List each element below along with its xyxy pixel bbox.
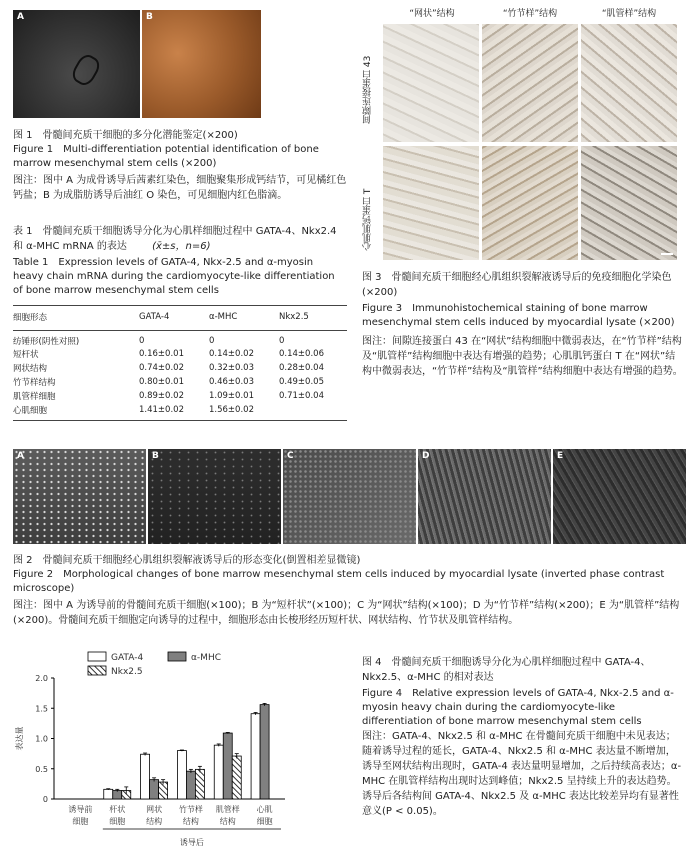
table-cell: 短杆状 (13, 350, 39, 361)
table-row (13, 348, 347, 362)
x-tick-label: 心肌 (256, 805, 273, 814)
table-cell: 竹节样结构 (13, 378, 56, 389)
x-tick-label: 细胞 (109, 817, 126, 826)
table-cell: 0.71±0.04 (279, 390, 324, 401)
fig3-caption-en: Figure 3 Immunohistochemical staining of bone marrow mesenchymal stem cells induced by myocardial lysate (×200) (362, 303, 675, 328)
fig2-caption-zh: 图 2 骨髓间充质干细胞经心肌组织裂解液诱导后的形态变化(倒置相差显微镜) (13, 555, 361, 566)
x-tick-label: 结构 (182, 817, 199, 826)
bar (195, 769, 204, 799)
fig4-note: 图注：GATA-4、Nkx2.5 和 α-MHC 在骨髓间充质干细胞中未见表达；随着诱导过程的延长，GATA-4、Nkx2.5 和 α-MHC 表达量不断增加，诱导至网状结构出现时，GATA-4 表达量明显增加，之后持续高表达；α-MHC 在肌管样结构出现时达到峰值；Nkx2.5 呈持续上升的表达趋势。诱导后各结构间 GATA-4、Nkx2.5 及 α-MHC 表达比较差异均有显著性意义(P < 0.05)。 (362, 731, 682, 817)
table-cell: 0 (139, 335, 145, 346)
table1 (13, 305, 347, 421)
table-cell: 0.28±0.04 (279, 363, 324, 374)
table1-title-en: Table 1 Expression levels of GATA-4, Nkx-2.5 and α-myosin heavy chain mRNA during the cardiomyocyte-like differentiation of bone marrow mesenchymal stem cells (13, 257, 335, 296)
fig2-caption-en: Figure 2 Morphological changes of bone marrow mesenchymal stem cells induced by myocardial lysate (inverted phase contrast microscope) (13, 569, 665, 594)
legend-swatch (168, 652, 186, 661)
fig2-panel-d (418, 449, 551, 544)
table-cell: 肌管样细胞 (13, 391, 56, 402)
x-tick-label: 网状 (146, 805, 163, 814)
y-tick-label: 2.0 (35, 674, 48, 683)
table1-grid (13, 310, 347, 324)
table-header-cell: 细胞形态 (13, 312, 48, 323)
bar (159, 782, 168, 799)
table-cell: 网状结构 (13, 364, 48, 375)
bar (223, 733, 232, 799)
fig3-panel (581, 24, 677, 142)
fig1-panel-a (13, 10, 140, 118)
table1-title-zh-text: 表 1 骨髓间充质干细胞诱导分化为心肌样细胞过程中 GATA-4、Nkx2.4 和 α-MHC mRNA 的表达 (13, 226, 337, 252)
fig3-col-label: “肌管样”结构 (601, 9, 657, 19)
bar (113, 791, 122, 799)
x-tick-label: 结构 (146, 817, 163, 826)
fig1-panel-a-label: A (17, 12, 24, 22)
fig1-panel-b-label: B (146, 12, 153, 22)
table-cell: 0.80±0.01 (139, 377, 184, 388)
table-cell: 0 (209, 335, 215, 346)
table-cell: 0.74±0.02 (139, 363, 184, 374)
bar (260, 705, 269, 799)
legend-label: GATA-4 (111, 653, 144, 663)
bar (177, 751, 186, 799)
fig4-caption-en: Figure 4 Relative expression levels of GATA-4, Nkx-2.5 and α-myosin heavy chain during the cardiomyocyte-like differentiation of bone marrow mesenchymal stem cells (362, 688, 674, 727)
table-cell: 1.09±0.01 (209, 390, 254, 401)
fig1-caption-zh: 图 1 骨髓间充质干细胞的多分化潜能鉴定(×200) (13, 130, 238, 141)
table-cell: 0.14±0.06 (279, 349, 324, 360)
table1-stat: (x̄±s，n=6) (152, 241, 211, 252)
x-tick-label: 杆状 (109, 805, 126, 814)
table-row (13, 361, 347, 375)
legend-label: α-MHC (191, 653, 221, 663)
table-cell: 0.16±0.01 (139, 349, 184, 360)
x-tick-label: 竹节样 (178, 805, 203, 814)
table-cell: 0.46±0.03 (209, 377, 254, 388)
table-cell: 心肌细胞 (13, 405, 48, 416)
fig3-panel (383, 146, 479, 260)
fig2-note: 图注：图中 A 为诱导前的骨髓间充质干细胞(×100)；B 为“短杆状”(×100)；C 为“网状”结构(×100)；D 为“竹节样”结构(×200)；E 为“肌管样”结构(×200)。骨髓间充质干细胞定向诱导的过程中，细胞形态由长梭形经历短杆状、网状结构、竹节状及肌管样结构。 (13, 600, 680, 626)
fig4-caption-zh: 图 4 骨髓间充质干细胞诱导分化为心肌样细胞过程中 GATA-4、Nkx2.5、α-MHC 的相对表达 (362, 657, 651, 683)
table-cell: 0 (279, 335, 285, 346)
fig3-panel (581, 146, 677, 260)
y-tick-label: 1.5 (35, 704, 48, 714)
bar (104, 789, 113, 799)
table-cell (279, 403, 347, 417)
table-header-row (13, 310, 347, 324)
fig2-panel-label: D (422, 451, 430, 461)
bar (251, 714, 260, 799)
table-cell: 0.89±0.02 (139, 390, 184, 401)
fig3-caption-zh: 图 3 骨髓间充质干细胞经心肌组织裂解液诱导后的免疫细胞化学染色(×200) (362, 272, 672, 298)
table1-title-zh (13, 224, 348, 254)
legend-swatch (88, 666, 106, 675)
x-tick-label: 细胞 (72, 817, 89, 826)
bar (232, 756, 241, 799)
table-row (13, 375, 347, 389)
fig3-col-label: “竹节样”结构 (502, 9, 558, 19)
bar (141, 754, 150, 799)
fig2-panel-b (148, 449, 281, 544)
table-cell: 0.14±0.02 (209, 349, 254, 360)
table-cell: 0.49±0.05 (279, 377, 324, 388)
fig2-panel-label: B (152, 451, 159, 461)
table-header-cell: α-MHC (209, 311, 238, 322)
fig3-row-label: 心肌肌钙蛋白 T (363, 188, 373, 252)
legend-swatch (88, 652, 106, 661)
table-cell: 1.56±0.02 (209, 404, 254, 415)
table-cell: 1.41±0.02 (139, 404, 184, 415)
table1-body (13, 334, 347, 417)
bar (214, 745, 223, 799)
table-row (13, 389, 347, 403)
fig2-panel-a (13, 449, 146, 544)
fig2-panel-label: A (17, 451, 24, 461)
fig2-panel-label: E (557, 451, 564, 461)
table-cell: 0.32±0.03 (209, 363, 254, 374)
fig2-panel-label: C (287, 451, 294, 461)
bar (150, 780, 159, 799)
table-header-cell: GATA-4 (139, 311, 170, 322)
fig3-note: 图注：间隙连接蛋白 43 在“网状”结构细胞中微弱表达，在“竹节样”结构及“肌管样”结构细胞中表达有增强的趋势；心肌肌钙蛋白 T 在“网状”结构中微弱表达，“竹节样”结构及“肌管样”结构细胞中表达有增强的趋势。 (362, 336, 683, 377)
fig3-col-label: “网状”结构 (409, 9, 455, 19)
legend-label: Nkx2.5 (111, 667, 143, 677)
y-tick-label: 0.5 (35, 764, 48, 774)
fig3-panel (482, 146, 578, 260)
fig1-panel-b (142, 10, 261, 118)
table-cell: 纺锤形(阴性对照) (13, 336, 80, 347)
fig3-row-label: 间隙连接蛋白 43 (363, 55, 373, 125)
fig4-chart (0, 640, 355, 857)
x-tick-label: 诱导前 (68, 805, 93, 814)
y-axis-label: 表达量 (15, 726, 24, 751)
y-tick-label: 1.0 (35, 734, 48, 744)
table-row (13, 403, 347, 417)
table-header-cell: Nkx2.5 (279, 311, 309, 322)
fig2-panel-c (283, 449, 416, 544)
fig2-panel-e (553, 449, 686, 544)
y-tick-label: 0 (42, 795, 48, 804)
bar (186, 771, 195, 799)
fig3-panel (482, 24, 578, 142)
fig1-caption-en: Figure 1 Multi-differentiation potential identification of bone marrow mesenchymal stem cells (×200) (13, 144, 319, 169)
fig3-panel (383, 24, 479, 142)
fig1-note: 图注：图中 A 为成骨诱导后茜素红染色，细胞聚集形成钙结节，可见橘红色钙盐；B 为成脂肪诱导后油红 O 染色，可见细胞内红色脂滴。 (13, 175, 347, 201)
table-row (13, 334, 347, 348)
group-label: 诱导后 (179, 838, 204, 847)
x-tick-label: 结构 (219, 817, 236, 826)
x-tick-label: 细胞 (256, 817, 273, 826)
x-tick-label: 肌管样 (215, 805, 240, 814)
